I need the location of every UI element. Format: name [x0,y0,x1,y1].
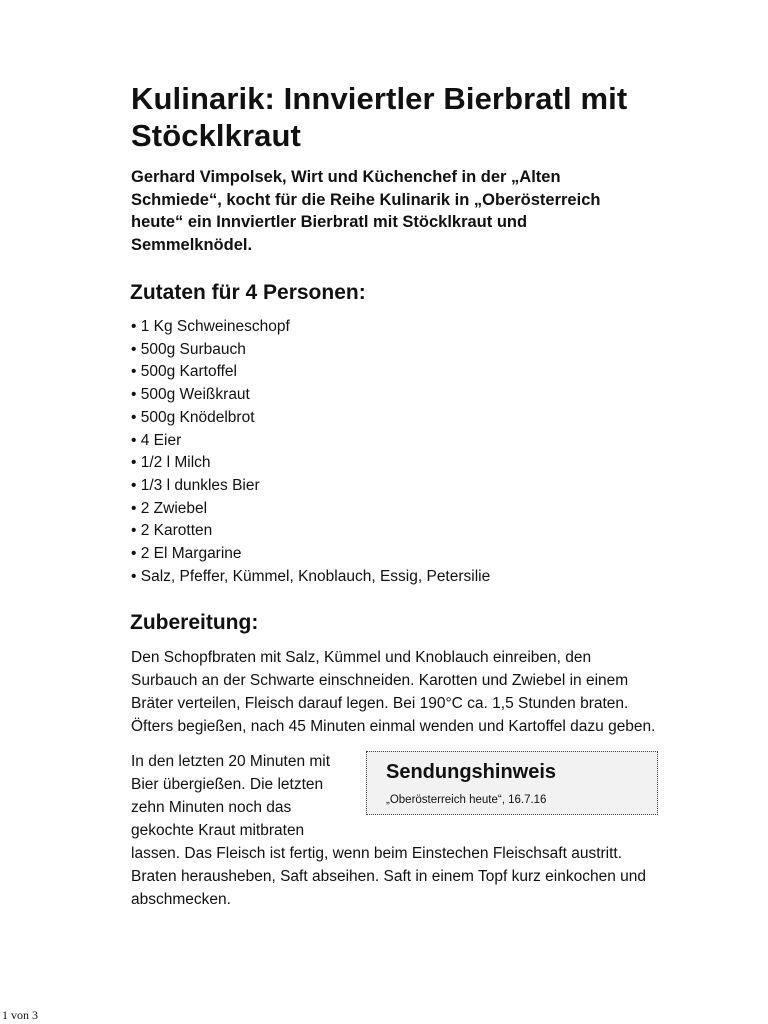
ingredient-item: • 500g Kartoffel [131,361,661,384]
ingredients-list [131,316,661,588]
ingredient-item: • 1 Kg Schweineschopf [131,316,661,339]
page-indicator: 1 von 3 [2,1008,38,1022]
ingredient-item: • 1/3 l dunkles Bier [131,475,661,498]
ingredient-item: • 2 Karotten [131,520,661,543]
ingredient-item: • 4 Eier [131,430,661,453]
article-body [131,80,661,911]
ingredient-item: • 500g Weißkraut [131,384,661,407]
article-lead: Gerhard Vimpolsek, Wirt und Küchenchef in der „Alten Schmiede“, kocht für die Reihe Kulinarik in „Oberösterreich heute“ ein Innviertler Bierbratl mit Stöcklkraut und Semmelknödel. [131,168,601,254]
notice-text: „Oberösterreich heute“, 16.7.16 [386,794,547,807]
ingredients-heading: Zutaten für 4 Personen: [130,281,366,304]
preparation-heading: Zubereitung: [130,611,259,635]
ingredient-item: • 2 Zwiebel [131,498,661,521]
ingredient-item: • 500g Knödelbrot [131,407,661,430]
ingredient-item: • 500g Surbauch [131,339,661,362]
ingredient-item: • 2 El Margarine [131,543,661,566]
preparation-paragraph-1: Den Schopfbraten mit Salz, Kümmel und Knoblauch einreiben, den Surbauch an der Schwarte einschneiden. Karotten und Zwiebel in einem Bräter verteilen, Fleisch darauf legen. Bei 190°C ca. 1,5 Stunden braten. Öfters begießen, nach 45 Minuten einmal wenden und Kartoffel dazu geben. [131,649,656,736]
preparation-paragraph-2: In den letzten 20 Minuten mit Bier übergießen. Die letzten zehn Minuten noch das gekochte Kraut mitbraten lassen. Das Fleisch ist fertig, wenn beim Einstechen Fleischsaft austritt. Braten herausheben, Saft abseihen. Saft in einem Topf kurz einkochen und abschmecken. [131,753,647,909]
notice-title: Sendungshinweis [386,761,557,784]
article-title: Kulinarik: Innviertler Bierbratl mit Stöcklkraut [131,81,628,153]
ingredient-item: • 1/2 l Milch [131,452,661,475]
ingredient-item: • Salz, Pfeffer, Kümmel, Knoblauch, Essig, Petersilie [131,566,661,589]
broadcast-notice-box [366,751,658,815]
